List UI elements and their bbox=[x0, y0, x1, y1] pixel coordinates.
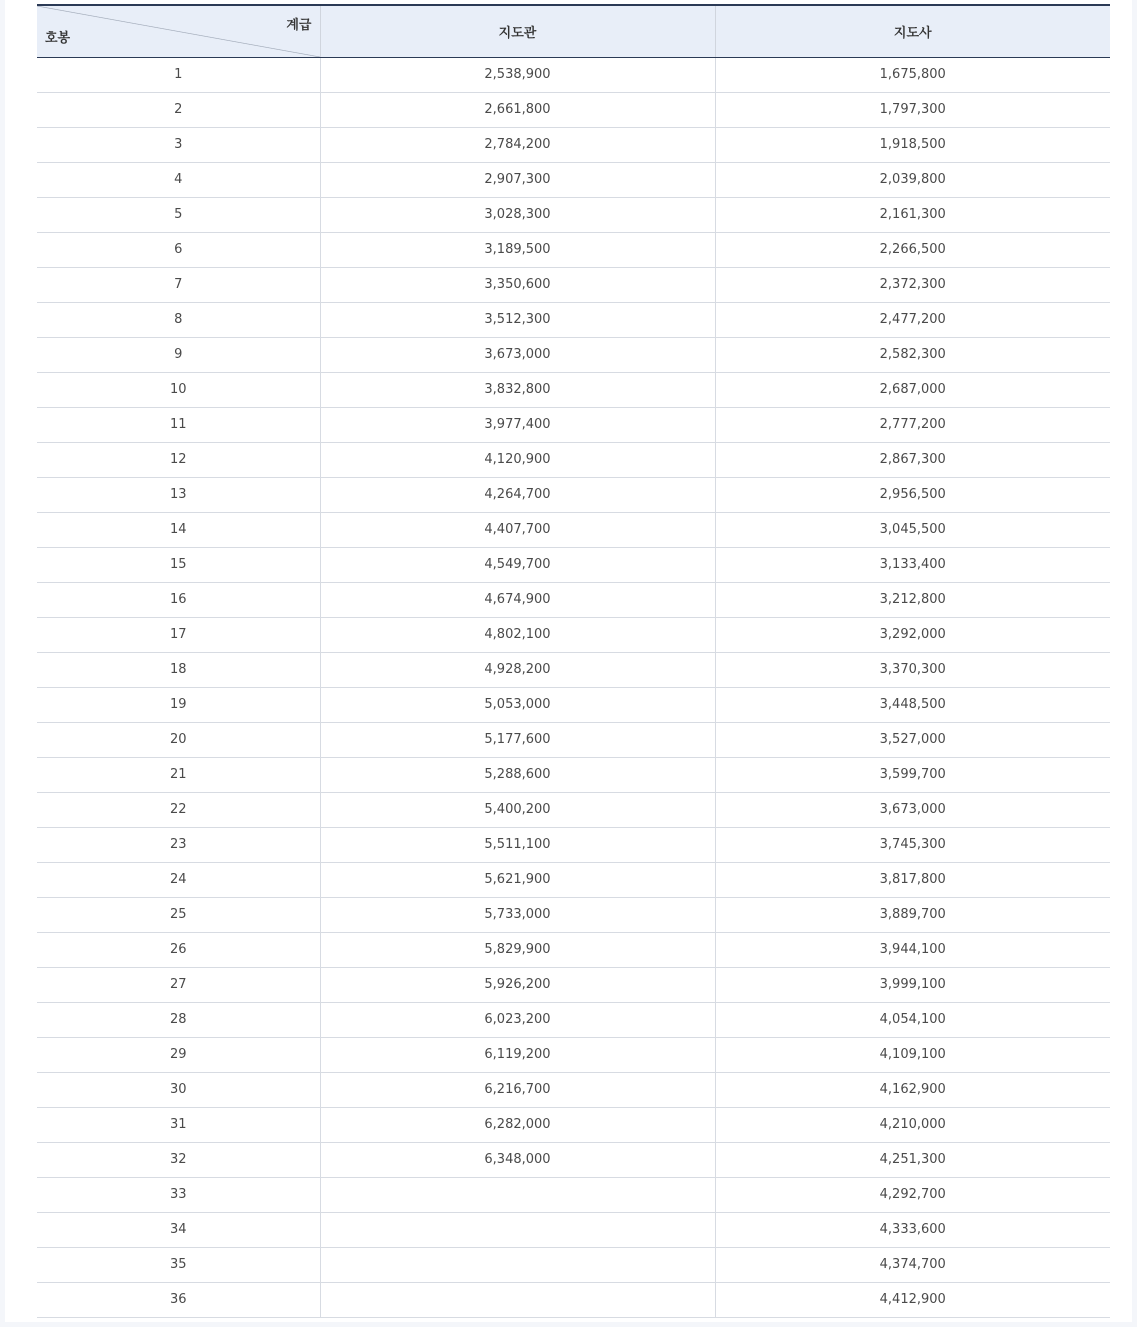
instructor-salary-cell: 4,109,100 bbox=[715, 1037, 1110, 1072]
step-cell: 18 bbox=[37, 652, 320, 687]
table-row bbox=[37, 372, 1110, 407]
table-row bbox=[37, 267, 1110, 302]
step-cell: 13 bbox=[37, 477, 320, 512]
instructor-officer-salary-cell bbox=[320, 1247, 715, 1282]
table-row bbox=[37, 92, 1110, 127]
instructor-salary-cell: 2,687,000 bbox=[715, 372, 1110, 407]
step-cell: 30 bbox=[37, 1072, 320, 1107]
instructor-salary-cell: 3,999,100 bbox=[715, 967, 1110, 1002]
step-cell: 5 bbox=[37, 197, 320, 232]
step-cell: 35 bbox=[37, 1247, 320, 1282]
instructor-officer-salary-cell: 2,907,300 bbox=[320, 162, 715, 197]
header-row bbox=[37, 5, 1110, 57]
instructor-salary-cell: 2,039,800 bbox=[715, 162, 1110, 197]
instructor-officer-salary-cell: 3,189,500 bbox=[320, 232, 715, 267]
table-row bbox=[37, 1282, 1110, 1317]
table-row bbox=[37, 302, 1110, 337]
instructor-officer-salary-cell: 3,350,600 bbox=[320, 267, 715, 302]
column-header-instructor-officer: 지도관 bbox=[320, 5, 715, 57]
step-cell: 27 bbox=[37, 967, 320, 1002]
step-cell: 20 bbox=[37, 722, 320, 757]
instructor-officer-salary-cell bbox=[320, 1177, 715, 1212]
instructor-salary-cell: 2,372,300 bbox=[715, 267, 1110, 302]
instructor-salary-cell: 2,266,500 bbox=[715, 232, 1110, 267]
table-row bbox=[37, 1107, 1110, 1142]
instructor-officer-salary-cell: 2,538,900 bbox=[320, 57, 715, 92]
table-row bbox=[37, 1177, 1110, 1212]
table-row bbox=[37, 547, 1110, 582]
step-cell: 8 bbox=[37, 302, 320, 337]
step-cell: 3 bbox=[37, 127, 320, 162]
table-row bbox=[37, 1142, 1110, 1177]
instructor-officer-salary-cell: 4,802,100 bbox=[320, 617, 715, 652]
table-row bbox=[37, 1072, 1110, 1107]
instructor-officer-salary-cell: 6,282,000 bbox=[320, 1107, 715, 1142]
instructor-salary-cell: 3,448,500 bbox=[715, 687, 1110, 722]
instructor-officer-salary-cell: 6,023,200 bbox=[320, 1002, 715, 1037]
table-row bbox=[37, 932, 1110, 967]
instructor-salary-cell: 1,918,500 bbox=[715, 127, 1110, 162]
step-cell: 28 bbox=[37, 1002, 320, 1037]
instructor-officer-salary-cell: 6,119,200 bbox=[320, 1037, 715, 1072]
instructor-officer-salary-cell: 4,549,700 bbox=[320, 547, 715, 582]
table-row bbox=[37, 1247, 1110, 1282]
step-cell: 6 bbox=[37, 232, 320, 267]
instructor-officer-salary-cell: 3,673,000 bbox=[320, 337, 715, 372]
instructor-officer-salary-cell: 2,784,200 bbox=[320, 127, 715, 162]
instructor-officer-salary-cell: 5,733,000 bbox=[320, 897, 715, 932]
step-cell: 2 bbox=[37, 92, 320, 127]
step-cell: 24 bbox=[37, 862, 320, 897]
instructor-salary-cell: 4,054,100 bbox=[715, 1002, 1110, 1037]
instructor-salary-cell: 3,673,000 bbox=[715, 792, 1110, 827]
step-cell: 33 bbox=[37, 1177, 320, 1212]
instructor-officer-salary-cell: 4,120,900 bbox=[320, 442, 715, 477]
instructor-salary-cell: 2,867,300 bbox=[715, 442, 1110, 477]
instructor-officer-salary-cell: 3,832,800 bbox=[320, 372, 715, 407]
instructor-salary-cell: 3,370,300 bbox=[715, 652, 1110, 687]
table-row bbox=[37, 512, 1110, 547]
table-row bbox=[37, 652, 1110, 687]
table-row bbox=[37, 197, 1110, 232]
step-cell: 31 bbox=[37, 1107, 320, 1142]
step-cell: 25 bbox=[37, 897, 320, 932]
instructor-officer-salary-cell: 3,977,400 bbox=[320, 407, 715, 442]
table-header bbox=[37, 5, 1110, 57]
step-cell: 4 bbox=[37, 162, 320, 197]
instructor-salary-cell: 3,133,400 bbox=[715, 547, 1110, 582]
instructor-officer-salary-cell: 5,926,200 bbox=[320, 967, 715, 1002]
table-body bbox=[37, 57, 1110, 1317]
instructor-officer-salary-cell: 5,621,900 bbox=[320, 862, 715, 897]
instructor-officer-salary-cell: 5,288,600 bbox=[320, 757, 715, 792]
instructor-officer-salary-cell: 5,177,600 bbox=[320, 722, 715, 757]
salary-table bbox=[37, 4, 1110, 1318]
instructor-officer-salary-cell: 4,928,200 bbox=[320, 652, 715, 687]
step-cell: 26 bbox=[37, 932, 320, 967]
step-cell: 17 bbox=[37, 617, 320, 652]
table-row bbox=[37, 687, 1110, 722]
step-cell: 29 bbox=[37, 1037, 320, 1072]
step-cell: 19 bbox=[37, 687, 320, 722]
instructor-officer-salary-cell: 6,216,700 bbox=[320, 1072, 715, 1107]
instructor-salary-cell: 3,745,300 bbox=[715, 827, 1110, 862]
step-cell: 23 bbox=[37, 827, 320, 862]
instructor-salary-cell: 1,797,300 bbox=[715, 92, 1110, 127]
instructor-salary-cell: 2,956,500 bbox=[715, 477, 1110, 512]
step-cell: 12 bbox=[37, 442, 320, 477]
instructor-salary-cell: 4,292,700 bbox=[715, 1177, 1110, 1212]
step-cell: 36 bbox=[37, 1282, 320, 1317]
instructor-salary-cell: 4,333,600 bbox=[715, 1212, 1110, 1247]
table-row bbox=[37, 1212, 1110, 1247]
step-cell: 16 bbox=[37, 582, 320, 617]
table-row bbox=[37, 407, 1110, 442]
instructor-salary-cell: 2,582,300 bbox=[715, 337, 1110, 372]
instructor-salary-cell: 3,045,500 bbox=[715, 512, 1110, 547]
table-row bbox=[37, 722, 1110, 757]
table-row bbox=[37, 582, 1110, 617]
table-row bbox=[37, 232, 1110, 267]
instructor-salary-cell: 3,527,000 bbox=[715, 722, 1110, 757]
corner-label-grade: 계급 bbox=[286, 18, 312, 33]
step-cell: 21 bbox=[37, 757, 320, 792]
step-cell: 32 bbox=[37, 1142, 320, 1177]
instructor-salary-cell: 4,162,900 bbox=[715, 1072, 1110, 1107]
table-row bbox=[37, 617, 1110, 652]
instructor-officer-salary-cell: 5,829,900 bbox=[320, 932, 715, 967]
instructor-salary-cell: 3,212,800 bbox=[715, 582, 1110, 617]
instructor-salary-cell: 2,477,200 bbox=[715, 302, 1110, 337]
instructor-officer-salary-cell: 6,348,000 bbox=[320, 1142, 715, 1177]
step-cell: 10 bbox=[37, 372, 320, 407]
instructor-officer-salary-cell: 5,053,000 bbox=[320, 687, 715, 722]
instructor-officer-salary-cell: 4,674,900 bbox=[320, 582, 715, 617]
table-row bbox=[37, 1037, 1110, 1072]
instructor-officer-salary-cell: 3,028,300 bbox=[320, 197, 715, 232]
instructor-salary-cell: 4,412,900 bbox=[715, 1282, 1110, 1317]
column-header-instructor: 지도사 bbox=[715, 5, 1110, 57]
content-panel bbox=[5, 0, 1132, 1322]
step-cell: 1 bbox=[37, 57, 320, 92]
instructor-salary-cell: 4,210,000 bbox=[715, 1107, 1110, 1142]
instructor-salary-cell: 3,599,700 bbox=[715, 757, 1110, 792]
instructor-salary-cell: 4,374,700 bbox=[715, 1247, 1110, 1282]
step-cell: 15 bbox=[37, 547, 320, 582]
table-row bbox=[37, 792, 1110, 827]
table-row bbox=[37, 57, 1110, 92]
step-cell: 9 bbox=[37, 337, 320, 372]
step-cell: 34 bbox=[37, 1212, 320, 1247]
table-row bbox=[37, 862, 1110, 897]
table-row bbox=[37, 967, 1110, 1002]
instructor-officer-salary-cell: 5,400,200 bbox=[320, 792, 715, 827]
instructor-officer-salary-cell: 5,511,100 bbox=[320, 827, 715, 862]
instructor-officer-salary-cell: 4,407,700 bbox=[320, 512, 715, 547]
instructor-officer-salary-cell bbox=[320, 1282, 715, 1317]
instructor-salary-cell: 3,944,100 bbox=[715, 932, 1110, 967]
corner-label-step: 호봉 bbox=[45, 30, 71, 46]
instructor-officer-salary-cell: 3,512,300 bbox=[320, 302, 715, 337]
table-row bbox=[37, 757, 1110, 792]
table-row bbox=[37, 162, 1110, 197]
instructor-salary-cell: 1,675,800 bbox=[715, 57, 1110, 92]
table-row bbox=[37, 127, 1110, 162]
instructor-salary-cell: 4,251,300 bbox=[715, 1142, 1110, 1177]
instructor-salary-cell: 2,777,200 bbox=[715, 407, 1110, 442]
instructor-salary-cell: 3,817,800 bbox=[715, 862, 1110, 897]
instructor-salary-cell: 2,161,300 bbox=[715, 197, 1110, 232]
instructor-officer-salary-cell: 4,264,700 bbox=[320, 477, 715, 512]
diagonal-corner-header bbox=[37, 5, 320, 57]
instructor-salary-cell: 3,889,700 bbox=[715, 897, 1110, 932]
table-row bbox=[37, 897, 1110, 932]
instructor-officer-salary-cell bbox=[320, 1212, 715, 1247]
instructor-salary-cell: 3,292,000 bbox=[715, 617, 1110, 652]
table-row bbox=[37, 442, 1110, 477]
table-row bbox=[37, 827, 1110, 862]
instructor-officer-salary-cell: 2,661,800 bbox=[320, 92, 715, 127]
table-row bbox=[37, 1002, 1110, 1037]
table-row bbox=[37, 477, 1110, 512]
step-cell: 14 bbox=[37, 512, 320, 547]
step-cell: 7 bbox=[37, 267, 320, 302]
step-cell: 22 bbox=[37, 792, 320, 827]
step-cell: 11 bbox=[37, 407, 320, 442]
table-row bbox=[37, 337, 1110, 372]
